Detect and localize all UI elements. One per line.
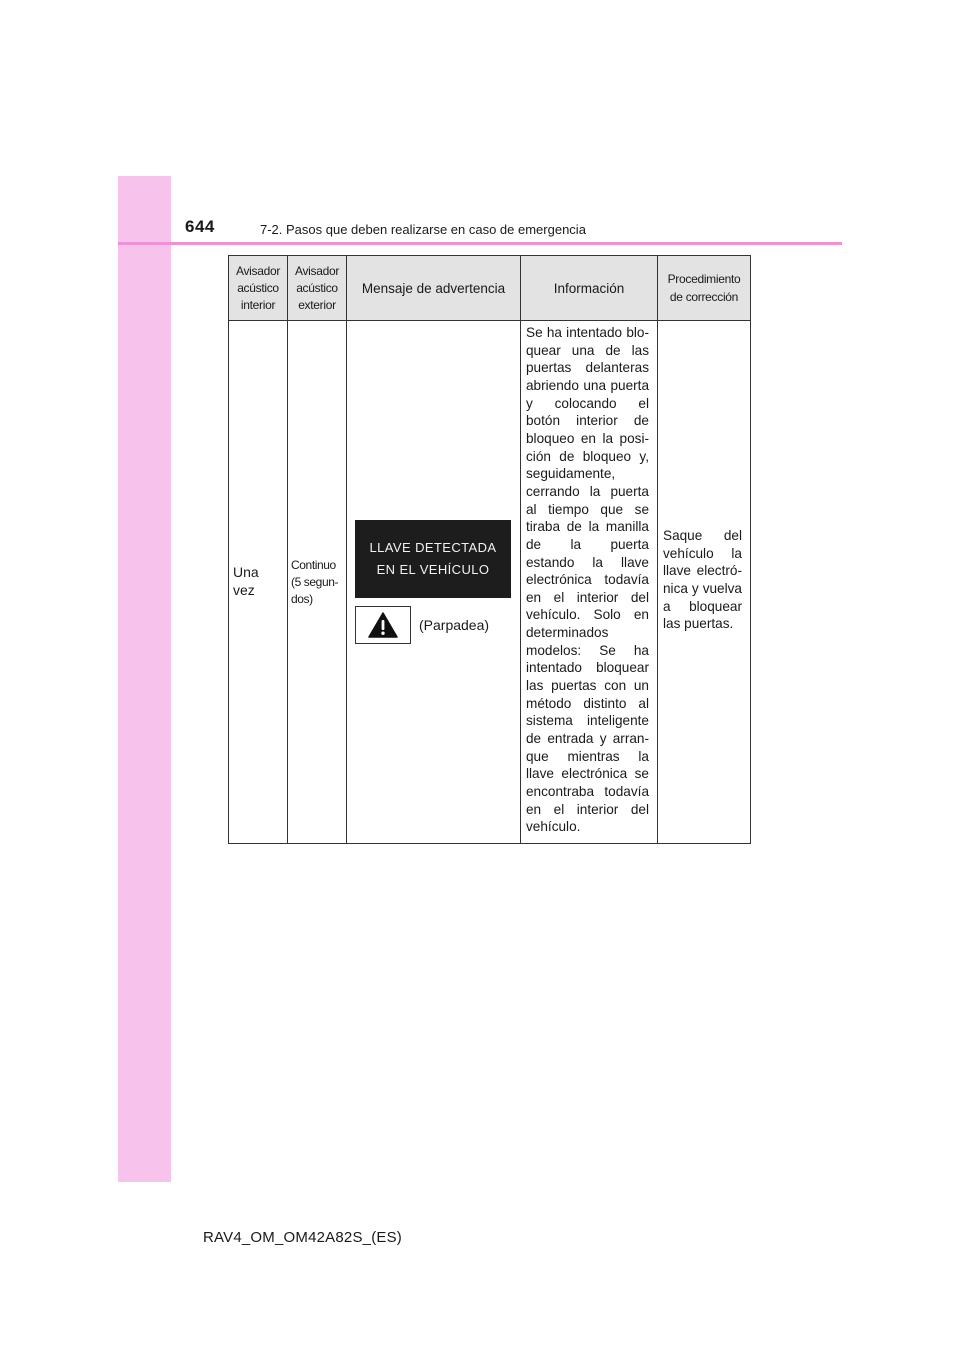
document-code: RAV4_OM_OM42A82S_(ES) bbox=[203, 1229, 403, 1246]
table-header-row bbox=[229, 256, 751, 321]
flash-label: (Parpadea) bbox=[419, 617, 490, 633]
header-information: Información bbox=[521, 256, 658, 321]
cell-warning-message bbox=[347, 321, 521, 844]
cell-correction-procedure: Saque del vehículo la llave electrónica y vuelva a bloquear las puertas. bbox=[658, 321, 751, 844]
cell-information: Se ha intentado bloquear una de las puertas delanteras abriendo una puerta y colocando el botón interior de bloqueo en la posición de bloqueo y, seguidamente, cerrando la puerta al tiempo que se tiraba de la manilla de la puerta estando la llave electrónica todavía en el interior del vehículo. Solo en determinados modelos: Se ha intentado bloquear las puertas con un método distinto al sistema inteligente de entrada y arranque mientras la llave electrónica se encontraba todavía en el interior del vehículo. bbox=[521, 321, 658, 844]
table-row bbox=[229, 321, 751, 844]
display-line-2: EN EL VEHÍCULO bbox=[376, 562, 490, 577]
flashing-indicator-row bbox=[355, 606, 520, 644]
warning-triangle-glyph bbox=[368, 612, 398, 638]
warning-triangle-icon bbox=[355, 606, 411, 644]
display-line-1: LLAVE DETECTADA bbox=[369, 540, 497, 555]
section-title: 7-2. Pasos que deben realizarse en caso de emergencia bbox=[260, 222, 586, 237]
cell-interior-buzzer: Una vez bbox=[229, 321, 288, 844]
header-divider bbox=[118, 242, 842, 245]
header-interior-buzzer: Avisador acústico interior bbox=[229, 256, 288, 321]
header-exterior-buzzer: Avisador acústico exterior bbox=[288, 256, 347, 321]
warning-message-table bbox=[228, 255, 751, 844]
header-correction-procedure: Procedimiento de corrección bbox=[658, 256, 751, 321]
page-number: 644 bbox=[185, 217, 215, 236]
cell-exterior-buzzer: Continuo (5 segun- dos) bbox=[288, 321, 347, 844]
section-side-band bbox=[118, 176, 171, 1182]
multi-info-display-message bbox=[355, 520, 511, 598]
header-warning-message: Mensaje de advertencia bbox=[347, 256, 521, 321]
